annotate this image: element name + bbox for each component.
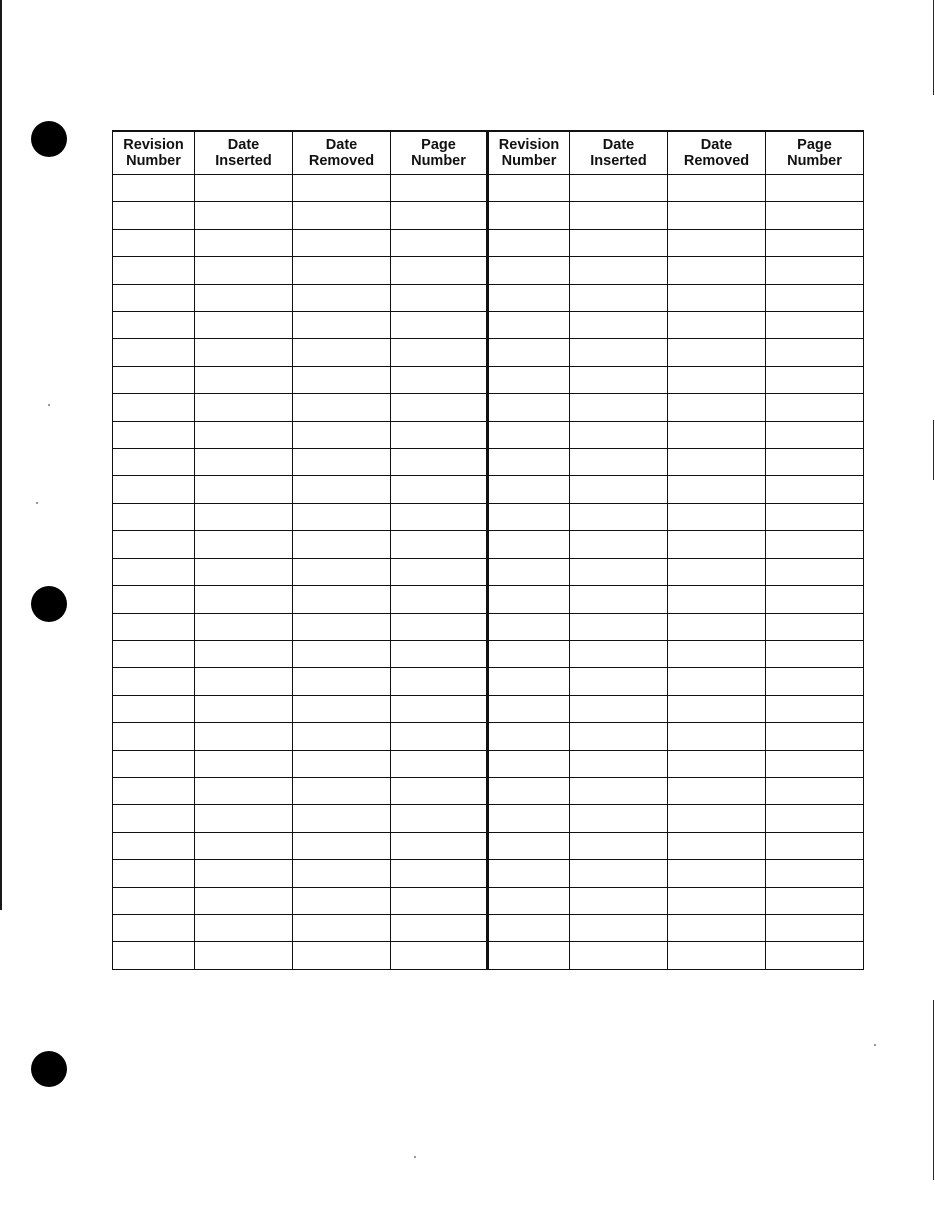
cell-date-removed-right[interactable] bbox=[668, 613, 766, 640]
binder-hole-middle bbox=[31, 586, 67, 622]
table-row bbox=[113, 339, 864, 366]
cell-revision-number-left[interactable] bbox=[113, 175, 195, 202]
cell-revision-number-left[interactable] bbox=[113, 723, 195, 750]
cell-revision-number-right[interactable] bbox=[488, 449, 570, 476]
cell-date-removed-left[interactable] bbox=[293, 531, 391, 558]
cell-page-number-right[interactable] bbox=[766, 777, 864, 804]
cell-date-removed-right[interactable] bbox=[668, 805, 766, 832]
cell-date-removed-right[interactable] bbox=[668, 832, 766, 859]
table-row bbox=[113, 805, 864, 832]
cell-page-number-left[interactable] bbox=[391, 449, 488, 476]
cell-date-removed-left[interactable] bbox=[293, 339, 391, 366]
cell-page-number-left[interactable] bbox=[391, 229, 488, 256]
cell-date-inserted-left[interactable] bbox=[195, 640, 293, 667]
table-row bbox=[113, 229, 864, 256]
table-row bbox=[113, 640, 864, 667]
binder-hole-bottom bbox=[31, 1051, 67, 1087]
cell-date-inserted-left[interactable] bbox=[195, 366, 293, 393]
cell-date-inserted-right[interactable] bbox=[570, 805, 668, 832]
cell-page-number-left[interactable] bbox=[391, 312, 488, 339]
record-table-body bbox=[113, 175, 864, 970]
table-row bbox=[113, 394, 864, 421]
cell-revision-number-left[interactable] bbox=[113, 832, 195, 859]
scan-edge-right-mid bbox=[933, 420, 934, 480]
cell-date-removed-right[interactable] bbox=[668, 284, 766, 311]
header-date-inserted-right: Date Inserted bbox=[570, 131, 668, 175]
cell-date-inserted-left[interactable] bbox=[195, 668, 293, 695]
cell-date-removed-right[interactable] bbox=[668, 640, 766, 667]
cell-page-number-right[interactable] bbox=[766, 257, 864, 284]
cell-revision-number-right[interactable] bbox=[488, 860, 570, 887]
cell-date-removed-left[interactable] bbox=[293, 668, 391, 695]
cell-page-number-right[interactable] bbox=[766, 805, 864, 832]
cell-page-number-right[interactable] bbox=[766, 942, 864, 970]
cell-date-removed-left[interactable] bbox=[293, 942, 391, 970]
cell-date-removed-right[interactable] bbox=[668, 394, 766, 421]
cell-page-number-left[interactable] bbox=[391, 558, 488, 585]
cell-date-inserted-right[interactable] bbox=[570, 421, 668, 448]
cell-date-inserted-right[interactable] bbox=[570, 175, 668, 202]
table-row bbox=[113, 668, 864, 695]
cell-date-removed-left[interactable] bbox=[293, 613, 391, 640]
cell-revision-number-left[interactable] bbox=[113, 805, 195, 832]
cell-page-number-left[interactable] bbox=[391, 202, 488, 229]
cell-date-inserted-left[interactable] bbox=[195, 312, 293, 339]
cell-page-number-left[interactable] bbox=[391, 640, 488, 667]
cell-revision-number-left[interactable] bbox=[113, 914, 195, 941]
cell-date-removed-right[interactable] bbox=[668, 586, 766, 613]
cell-date-inserted-left[interactable] bbox=[195, 613, 293, 640]
cell-page-number-right[interactable] bbox=[766, 394, 864, 421]
cell-page-number-left[interactable] bbox=[391, 723, 488, 750]
table-row bbox=[113, 449, 864, 476]
cell-page-number-left[interactable] bbox=[391, 860, 488, 887]
cell-page-number-left[interactable] bbox=[391, 394, 488, 421]
cell-page-number-right[interactable] bbox=[766, 668, 864, 695]
cell-revision-number-right[interactable] bbox=[488, 229, 570, 256]
cell-date-removed-left[interactable] bbox=[293, 175, 391, 202]
cell-date-removed-right[interactable] bbox=[668, 942, 766, 970]
cell-date-inserted-left[interactable] bbox=[195, 777, 293, 804]
table-row bbox=[113, 723, 864, 750]
cell-revision-number-right[interactable] bbox=[488, 257, 570, 284]
cell-date-removed-right[interactable] bbox=[668, 558, 766, 585]
cell-date-removed-right[interactable] bbox=[668, 750, 766, 777]
scan-speck bbox=[36, 502, 38, 504]
cell-revision-number-right[interactable] bbox=[488, 914, 570, 941]
scan-speck bbox=[414, 1156, 416, 1158]
cell-revision-number-right[interactable] bbox=[488, 421, 570, 448]
cell-date-removed-left[interactable] bbox=[293, 312, 391, 339]
cell-page-number-right[interactable] bbox=[766, 449, 864, 476]
cell-page-number-right[interactable] bbox=[766, 366, 864, 393]
cell-page-number-right[interactable] bbox=[766, 421, 864, 448]
cell-revision-number-right[interactable] bbox=[488, 942, 570, 970]
cell-date-removed-left[interactable] bbox=[293, 750, 391, 777]
cell-page-number-left[interactable] bbox=[391, 695, 488, 722]
cell-date-inserted-left[interactable] bbox=[195, 476, 293, 503]
cell-page-number-left[interactable] bbox=[391, 284, 488, 311]
table-row bbox=[113, 284, 864, 311]
cell-revision-number-left[interactable] bbox=[113, 449, 195, 476]
cell-revision-number-left[interactable] bbox=[113, 366, 195, 393]
cell-date-removed-right[interactable] bbox=[668, 339, 766, 366]
cell-date-inserted-left[interactable] bbox=[195, 339, 293, 366]
cell-page-number-left[interactable] bbox=[391, 366, 488, 393]
cell-date-inserted-right[interactable] bbox=[570, 750, 668, 777]
table-row bbox=[113, 421, 864, 448]
cell-date-removed-left[interactable] bbox=[293, 640, 391, 667]
cell-date-inserted-left[interactable] bbox=[195, 558, 293, 585]
cell-date-removed-left[interactable] bbox=[293, 202, 391, 229]
cell-page-number-left[interactable] bbox=[391, 887, 488, 914]
cell-date-inserted-right[interactable] bbox=[570, 914, 668, 941]
cell-revision-number-left[interactable] bbox=[113, 777, 195, 804]
cell-page-number-right[interactable] bbox=[766, 339, 864, 366]
cell-page-number-right[interactable] bbox=[766, 750, 864, 777]
cell-revision-number-right[interactable] bbox=[488, 339, 570, 366]
cell-page-number-left[interactable] bbox=[391, 586, 488, 613]
cell-page-number-right[interactable] bbox=[766, 586, 864, 613]
cell-date-inserted-right[interactable] bbox=[570, 586, 668, 613]
cell-revision-number-right[interactable] bbox=[488, 723, 570, 750]
cell-date-inserted-right[interactable] bbox=[570, 257, 668, 284]
table-row bbox=[113, 586, 864, 613]
header-date-removed-left: Date Removed bbox=[293, 131, 391, 175]
cell-date-removed-left[interactable] bbox=[293, 284, 391, 311]
cell-page-number-left[interactable] bbox=[391, 942, 488, 970]
cell-page-number-right[interactable] bbox=[766, 695, 864, 722]
cell-page-number-left[interactable] bbox=[391, 531, 488, 558]
cell-date-removed-left[interactable] bbox=[293, 860, 391, 887]
cell-date-removed-left[interactable] bbox=[293, 558, 391, 585]
cell-date-inserted-right[interactable] bbox=[570, 832, 668, 859]
table-row bbox=[113, 750, 864, 777]
cell-page-number-left[interactable] bbox=[391, 476, 488, 503]
cell-page-number-left[interactable] bbox=[391, 832, 488, 859]
cell-revision-number-right[interactable] bbox=[488, 832, 570, 859]
cell-date-removed-left[interactable] bbox=[293, 723, 391, 750]
cell-revision-number-right[interactable] bbox=[488, 202, 570, 229]
table-row bbox=[113, 832, 864, 859]
cell-revision-number-left[interactable] bbox=[113, 229, 195, 256]
cell-revision-number-right[interactable] bbox=[488, 695, 570, 722]
table-row bbox=[113, 503, 864, 530]
table-row bbox=[113, 695, 864, 722]
cell-revision-number-right[interactable] bbox=[488, 640, 570, 667]
cell-date-inserted-left[interactable] bbox=[195, 942, 293, 970]
table-row bbox=[113, 202, 864, 229]
cell-revision-number-right[interactable] bbox=[488, 777, 570, 804]
cell-revision-number-left[interactable] bbox=[113, 668, 195, 695]
cell-date-inserted-left[interactable] bbox=[195, 202, 293, 229]
cell-date-removed-right[interactable] bbox=[668, 723, 766, 750]
cell-date-inserted-right[interactable] bbox=[570, 695, 668, 722]
cell-date-inserted-left[interactable] bbox=[195, 860, 293, 887]
cell-page-number-right[interactable] bbox=[766, 202, 864, 229]
cell-revision-number-left[interactable] bbox=[113, 476, 195, 503]
scan-edge-right-low bbox=[933, 1000, 934, 1180]
cell-revision-number-left[interactable] bbox=[113, 421, 195, 448]
cell-date-inserted-right[interactable] bbox=[570, 640, 668, 667]
table-row bbox=[113, 914, 864, 941]
cell-page-number-right[interactable] bbox=[766, 531, 864, 558]
cell-date-removed-left[interactable] bbox=[293, 503, 391, 530]
cell-date-removed-left[interactable] bbox=[293, 257, 391, 284]
cell-page-number-right[interactable] bbox=[766, 503, 864, 530]
cell-revision-number-left[interactable] bbox=[113, 750, 195, 777]
cell-date-removed-right[interactable] bbox=[668, 312, 766, 339]
table-row bbox=[113, 887, 864, 914]
cell-date-removed-left[interactable] bbox=[293, 914, 391, 941]
cell-date-inserted-right[interactable] bbox=[570, 339, 668, 366]
cell-page-number-right[interactable] bbox=[766, 312, 864, 339]
header-page-number-right: Page Number bbox=[766, 131, 864, 175]
cell-date-inserted-left[interactable] bbox=[195, 723, 293, 750]
table-row bbox=[113, 531, 864, 558]
cell-date-inserted-left[interactable] bbox=[195, 750, 293, 777]
cell-date-inserted-left[interactable] bbox=[195, 503, 293, 530]
cell-revision-number-left[interactable] bbox=[113, 558, 195, 585]
cell-date-inserted-right[interactable] bbox=[570, 887, 668, 914]
cell-date-inserted-left[interactable] bbox=[195, 887, 293, 914]
cell-date-inserted-right[interactable] bbox=[570, 366, 668, 393]
cell-date-inserted-left[interactable] bbox=[195, 805, 293, 832]
cell-revision-number-left[interactable] bbox=[113, 257, 195, 284]
table-row bbox=[113, 257, 864, 284]
cell-date-inserted-left[interactable] bbox=[195, 284, 293, 311]
cell-revision-number-left[interactable] bbox=[113, 640, 195, 667]
scan-speck bbox=[874, 1044, 876, 1046]
cell-revision-number-left[interactable] bbox=[113, 887, 195, 914]
cell-date-inserted-right[interactable] bbox=[570, 942, 668, 970]
cell-revision-number-right[interactable] bbox=[488, 613, 570, 640]
cell-revision-number-left[interactable] bbox=[113, 394, 195, 421]
cell-page-number-right[interactable] bbox=[766, 476, 864, 503]
cell-revision-number-left[interactable] bbox=[113, 284, 195, 311]
cell-date-inserted-left[interactable] bbox=[195, 175, 293, 202]
cell-date-removed-left[interactable] bbox=[293, 476, 391, 503]
cell-revision-number-right[interactable] bbox=[488, 312, 570, 339]
record-of-revisions-table bbox=[112, 130, 864, 970]
binder-hole-top bbox=[31, 121, 67, 157]
cell-date-inserted-right[interactable] bbox=[570, 394, 668, 421]
header-row bbox=[113, 131, 864, 175]
cell-revision-number-left[interactable] bbox=[113, 202, 195, 229]
cell-date-removed-left[interactable] bbox=[293, 832, 391, 859]
header-revision-number-left: Revision Number bbox=[113, 131, 195, 175]
cell-revision-number-right[interactable] bbox=[488, 531, 570, 558]
header-date-removed-right: Date Removed bbox=[668, 131, 766, 175]
cell-revision-number-right[interactable] bbox=[488, 586, 570, 613]
cell-revision-number-right[interactable] bbox=[488, 805, 570, 832]
cell-revision-number-right[interactable] bbox=[488, 394, 570, 421]
cell-date-inserted-right[interactable] bbox=[570, 449, 668, 476]
cell-date-inserted-left[interactable] bbox=[195, 531, 293, 558]
cell-page-number-right[interactable] bbox=[766, 175, 864, 202]
cell-date-removed-right[interactable] bbox=[668, 175, 766, 202]
cell-revision-number-left[interactable] bbox=[113, 860, 195, 887]
cell-date-inserted-right[interactable] bbox=[570, 284, 668, 311]
cell-page-number-left[interactable] bbox=[391, 805, 488, 832]
cell-page-number-right[interactable] bbox=[766, 558, 864, 585]
cell-revision-number-left[interactable] bbox=[113, 695, 195, 722]
cell-date-removed-left[interactable] bbox=[293, 777, 391, 804]
table-row bbox=[113, 175, 864, 202]
cell-date-removed-left[interactable] bbox=[293, 887, 391, 914]
cell-page-number-left[interactable] bbox=[391, 777, 488, 804]
cell-page-number-left[interactable] bbox=[391, 257, 488, 284]
cell-page-number-left[interactable] bbox=[391, 914, 488, 941]
cell-revision-number-right[interactable] bbox=[488, 284, 570, 311]
cell-revision-number-right[interactable] bbox=[488, 175, 570, 202]
cell-date-removed-left[interactable] bbox=[293, 394, 391, 421]
cell-date-removed-right[interactable] bbox=[668, 257, 766, 284]
scan-edge-left bbox=[0, 0, 2, 910]
cell-date-inserted-left[interactable] bbox=[195, 257, 293, 284]
table-row bbox=[113, 777, 864, 804]
scan-speck bbox=[48, 404, 50, 406]
cell-revision-number-right[interactable] bbox=[488, 750, 570, 777]
table-row bbox=[113, 558, 864, 585]
cell-date-removed-right[interactable] bbox=[668, 503, 766, 530]
cell-date-inserted-right[interactable] bbox=[570, 229, 668, 256]
cell-date-inserted-right[interactable] bbox=[570, 777, 668, 804]
cell-date-removed-right[interactable] bbox=[668, 668, 766, 695]
cell-page-number-right[interactable] bbox=[766, 229, 864, 256]
cell-revision-number-left[interactable] bbox=[113, 312, 195, 339]
table-row bbox=[113, 312, 864, 339]
cell-date-removed-left[interactable] bbox=[293, 229, 391, 256]
cell-date-removed-right[interactable] bbox=[668, 887, 766, 914]
cell-date-inserted-left[interactable] bbox=[195, 229, 293, 256]
cell-date-removed-right[interactable] bbox=[668, 695, 766, 722]
cell-date-removed-left[interactable] bbox=[293, 366, 391, 393]
table-row bbox=[113, 942, 864, 970]
cell-revision-number-right[interactable] bbox=[488, 476, 570, 503]
cell-date-inserted-right[interactable] bbox=[570, 476, 668, 503]
cell-revision-number-right[interactable] bbox=[488, 887, 570, 914]
cell-date-inserted-right[interactable] bbox=[570, 312, 668, 339]
cell-page-number-left[interactable] bbox=[391, 421, 488, 448]
cell-revision-number-left[interactable] bbox=[113, 339, 195, 366]
cell-page-number-right[interactable] bbox=[766, 613, 864, 640]
cell-page-number-right[interactable] bbox=[766, 860, 864, 887]
cell-date-removed-right[interactable] bbox=[668, 476, 766, 503]
table-row bbox=[113, 613, 864, 640]
cell-revision-number-right[interactable] bbox=[488, 366, 570, 393]
cell-date-removed-left[interactable] bbox=[293, 805, 391, 832]
cell-date-inserted-right[interactable] bbox=[570, 558, 668, 585]
cell-revision-number-right[interactable] bbox=[488, 668, 570, 695]
cell-date-inserted-right[interactable] bbox=[570, 531, 668, 558]
cell-page-number-left[interactable] bbox=[391, 613, 488, 640]
cell-date-removed-left[interactable] bbox=[293, 421, 391, 448]
cell-date-removed-left[interactable] bbox=[293, 695, 391, 722]
header-page-number-left: Page Number bbox=[391, 131, 488, 175]
cell-date-removed-right[interactable] bbox=[668, 449, 766, 476]
cell-date-removed-right[interactable] bbox=[668, 229, 766, 256]
cell-page-number-right[interactable] bbox=[766, 284, 864, 311]
cell-date-inserted-left[interactable] bbox=[195, 394, 293, 421]
cell-page-number-left[interactable] bbox=[391, 750, 488, 777]
cell-page-number-left[interactable] bbox=[391, 175, 488, 202]
cell-date-removed-right[interactable] bbox=[668, 531, 766, 558]
cell-revision-number-left[interactable] bbox=[113, 531, 195, 558]
cell-date-inserted-left[interactable] bbox=[195, 586, 293, 613]
cell-date-removed-left[interactable] bbox=[293, 449, 391, 476]
cell-revision-number-left[interactable] bbox=[113, 613, 195, 640]
cell-revision-number-right[interactable] bbox=[488, 503, 570, 530]
cell-page-number-right[interactable] bbox=[766, 914, 864, 941]
cell-page-number-left[interactable] bbox=[391, 503, 488, 530]
cell-date-inserted-left[interactable] bbox=[195, 421, 293, 448]
cell-date-removed-right[interactable] bbox=[668, 914, 766, 941]
cell-date-inserted-right[interactable] bbox=[570, 503, 668, 530]
cell-page-number-right[interactable] bbox=[766, 887, 864, 914]
cell-page-number-left[interactable] bbox=[391, 668, 488, 695]
cell-revision-number-left[interactable] bbox=[113, 503, 195, 530]
cell-page-number-right[interactable] bbox=[766, 723, 864, 750]
cell-date-removed-right[interactable] bbox=[668, 202, 766, 229]
cell-page-number-left[interactable] bbox=[391, 339, 488, 366]
cell-date-inserted-right[interactable] bbox=[570, 202, 668, 229]
cell-date-inserted-left[interactable] bbox=[195, 832, 293, 859]
cell-date-inserted-right[interactable] bbox=[570, 613, 668, 640]
scan-edge-right-top bbox=[933, 0, 934, 95]
cell-date-removed-right[interactable] bbox=[668, 366, 766, 393]
header-revision-number-right: Revision Number bbox=[488, 131, 570, 175]
table-row bbox=[113, 476, 864, 503]
cell-date-inserted-right[interactable] bbox=[570, 723, 668, 750]
table-row bbox=[113, 860, 864, 887]
cell-date-inserted-left[interactable] bbox=[195, 914, 293, 941]
cell-date-removed-right[interactable] bbox=[668, 421, 766, 448]
cell-date-removed-right[interactable] bbox=[668, 860, 766, 887]
cell-date-removed-left[interactable] bbox=[293, 586, 391, 613]
cell-page-number-right[interactable] bbox=[766, 832, 864, 859]
cell-date-inserted-left[interactable] bbox=[195, 695, 293, 722]
cell-date-removed-right[interactable] bbox=[668, 777, 766, 804]
cell-page-number-right[interactable] bbox=[766, 640, 864, 667]
cell-revision-number-left[interactable] bbox=[113, 942, 195, 970]
cell-date-inserted-left[interactable] bbox=[195, 449, 293, 476]
table-row bbox=[113, 366, 864, 393]
header-date-inserted-left: Date Inserted bbox=[195, 131, 293, 175]
cell-revision-number-left[interactable] bbox=[113, 586, 195, 613]
cell-date-inserted-right[interactable] bbox=[570, 860, 668, 887]
cell-revision-number-right[interactable] bbox=[488, 558, 570, 585]
cell-date-inserted-right[interactable] bbox=[570, 668, 668, 695]
